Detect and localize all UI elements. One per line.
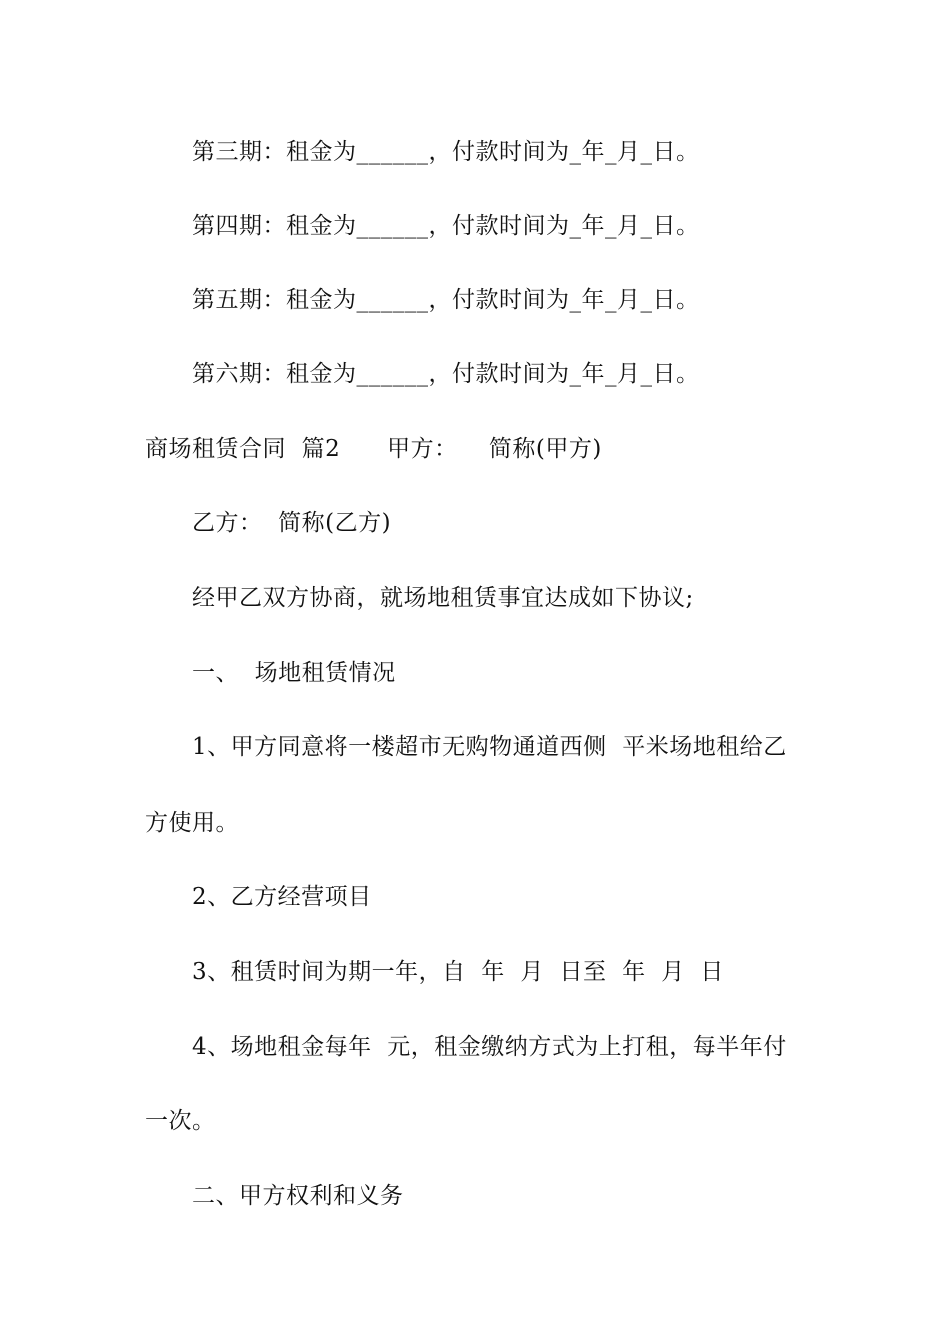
clause-4-line-1: 4、场地租金每年 元，租金缴纳方式为上打租，每半年付 xyxy=(192,1034,787,1060)
section-2-heading: 二、甲方权利和义务 xyxy=(192,1183,404,1209)
payment-term-5: 第五期：租金为______，付款时间为_年_月_日。 xyxy=(192,287,700,313)
payment-term-4: 第四期：租金为______，付款时间为_年_月_日。 xyxy=(192,213,700,239)
clause-2: 2、乙方经营项目 xyxy=(192,884,372,910)
agreement-intro: 经甲乙双方协商，就场地租赁事宜达成如下协议; xyxy=(192,585,694,611)
payment-term-6: 第六期：租金为______，付款时间为_年_月_日。 xyxy=(192,361,700,387)
clause-1-line-2: 方使用。 xyxy=(145,810,239,836)
payment-term-3: 第三期：租金为______，付款时间为_年_月_日。 xyxy=(192,139,700,165)
clause-3: 3、租赁时间为期一年，自 年 月 日至 年 月 日 xyxy=(192,959,724,985)
contract-heading-party-a: 商场租赁合同 篇2 甲方： 简称(甲方) xyxy=(145,436,602,462)
clause-1-line-1: 1、甲方同意将一楼超市无购物通道西侧 平米场地租给乙 xyxy=(192,734,787,760)
section-1-heading: 一、 场地租赁情况 xyxy=(192,660,396,686)
party-b-line: 乙方： 简称(乙方) xyxy=(192,510,392,536)
clause-4-line-2: 一次。 xyxy=(145,1108,216,1134)
